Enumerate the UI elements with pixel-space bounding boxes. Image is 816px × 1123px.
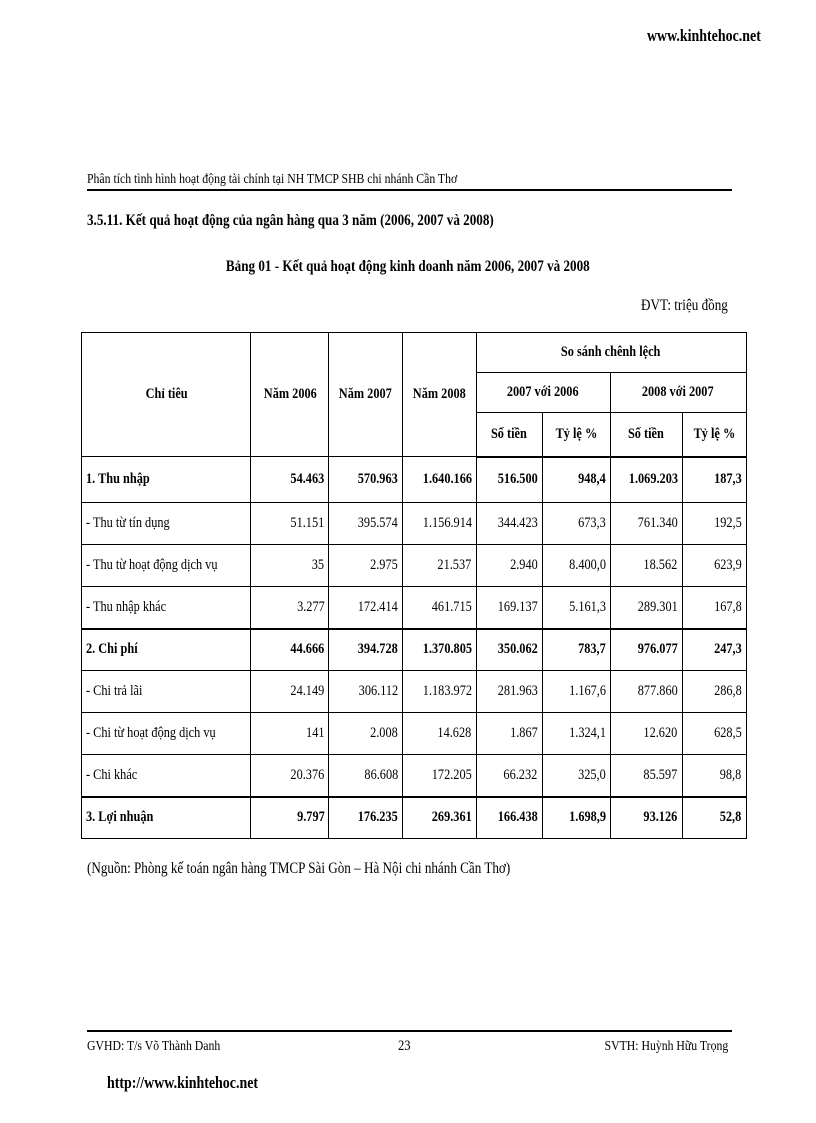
row-label: - Thu từ tín dụng <box>82 503 251 545</box>
table-row <box>82 587 747 629</box>
row-label: - Chi khác <box>82 755 251 797</box>
header-rate-1: Tỷ lệ % <box>542 413 610 457</box>
header-amount-2: Số tiền <box>610 413 682 457</box>
cell-y2007: 2.008 <box>329 713 403 755</box>
cell-rate1: 948,4 <box>542 457 610 503</box>
table-row <box>82 545 747 587</box>
cell-rate1: 783,7 <box>542 629 610 671</box>
table-row <box>82 671 747 713</box>
cell-amt2: 1.069.203 <box>610 457 682 503</box>
cell-amt1: 169.137 <box>476 587 542 629</box>
table-caption: Bảng 01 - Kết quả hoạt động kinh doanh năm 2006, 2007 và 2008 <box>226 258 590 275</box>
table-row <box>82 797 747 839</box>
cell-amt1: 516.500 <box>476 457 542 503</box>
cell-y2008: 14.628 <box>402 713 476 755</box>
cell-y2007: 176.235 <box>329 797 403 839</box>
cell-y2007: 86.608 <box>329 755 403 797</box>
cell-amt1: 2.940 <box>476 545 542 587</box>
cell-y2007: 172.414 <box>329 587 403 629</box>
cell-amt1: 66.232 <box>476 755 542 797</box>
cell-rate2: 167,8 <box>682 587 746 629</box>
cell-rate1: 5.161,3 <box>542 587 610 629</box>
cell-rate1: 1.698,9 <box>542 797 610 839</box>
cell-rate2: 286,8 <box>682 671 746 713</box>
table-row <box>82 457 747 503</box>
cell-amt2: 976.077 <box>610 629 682 671</box>
row-label: 2. Chi phí <box>82 629 251 671</box>
cell-rate2: 187,3 <box>682 457 746 503</box>
header-year-2007: Năm 2007 <box>329 333 403 457</box>
cell-rate1: 1.167,6 <box>542 671 610 713</box>
header-comparison: So sánh chênh lệch <box>476 333 746 373</box>
cell-amt1: 350.062 <box>476 629 542 671</box>
cell-y2008: 461.715 <box>402 587 476 629</box>
cell-rate2: 98,8 <box>682 755 746 797</box>
cell-y2006: 20.376 <box>251 755 329 797</box>
cell-rate1: 1.324,1 <box>542 713 610 755</box>
cell-amt2: 289.301 <box>610 587 682 629</box>
cell-amt1: 166.438 <box>476 797 542 839</box>
header-divider <box>87 189 732 191</box>
header-2007-vs-2006: 2007 với 2006 <box>476 373 610 413</box>
cell-y2007: 395.574 <box>329 503 403 545</box>
row-label: - Thu nhập khác <box>82 587 251 629</box>
cell-y2008: 1.640.166 <box>402 457 476 503</box>
cell-y2008: 172.205 <box>402 755 476 797</box>
cell-rate2: 628,5 <box>682 713 746 755</box>
cell-amt2: 761.340 <box>610 503 682 545</box>
row-label: 1. Thu nhập <box>82 457 251 503</box>
cell-rate2: 247,3 <box>682 629 746 671</box>
cell-rate1: 8.400,0 <box>542 545 610 587</box>
cell-y2007: 306.112 <box>329 671 403 713</box>
cell-rate2: 52,8 <box>682 797 746 839</box>
cell-y2006: 51.151 <box>251 503 329 545</box>
footer-supervisor: GVHD: T/s Võ Thành Danh <box>87 1039 221 1054</box>
table-row <box>82 503 747 545</box>
cell-rate1: 325,0 <box>542 755 610 797</box>
footer-student: SVTH: Huỳnh Hữu Trọng <box>604 1039 728 1054</box>
cell-y2006: 35 <box>251 545 329 587</box>
cell-y2007: 570.963 <box>329 457 403 503</box>
header-rate-2: Tỷ lệ % <box>682 413 746 457</box>
cell-y2008: 1.183.972 <box>402 671 476 713</box>
table-row <box>82 713 747 755</box>
cell-amt1: 1.867 <box>476 713 542 755</box>
cell-rate1: 673,3 <box>542 503 610 545</box>
unit-note: ĐVT: triệu đồng <box>641 297 728 314</box>
cell-amt1: 344.423 <box>476 503 542 545</box>
cell-amt2: 85.597 <box>610 755 682 797</box>
business-results-table <box>81 332 747 839</box>
header-indicator: Chỉ tiêu <box>82 333 251 457</box>
cell-y2007: 394.728 <box>329 629 403 671</box>
header-year-2008: Năm 2008 <box>402 333 476 457</box>
cell-amt2: 12.620 <box>610 713 682 755</box>
cell-y2008: 269.361 <box>402 797 476 839</box>
cell-amt1: 281.963 <box>476 671 542 713</box>
row-label: - Chi từ hoạt động dịch vụ <box>82 713 251 755</box>
section-heading: 3.5.11. Kết quả hoạt động của ngân hàng qua 3 năm (2006, 2007 và 2008) <box>87 212 494 229</box>
cell-y2006: 141 <box>251 713 329 755</box>
cell-amt2: 18.562 <box>610 545 682 587</box>
cell-amt2: 877.860 <box>610 671 682 713</box>
cell-y2008: 1.370.805 <box>402 629 476 671</box>
cell-y2006: 3.277 <box>251 587 329 629</box>
cell-rate2: 623,9 <box>682 545 746 587</box>
table-row <box>82 629 747 671</box>
row-label: - Thu từ hoạt động dịch vụ <box>82 545 251 587</box>
row-label: 3. Lợi nhuận <box>82 797 251 839</box>
header-amount-1: Số tiền <box>476 413 542 457</box>
cell-y2007: 2.975 <box>329 545 403 587</box>
footer-divider <box>87 1030 732 1032</box>
header-year-2006: Năm 2006 <box>251 333 329 457</box>
cell-y2006: 54.463 <box>251 457 329 503</box>
cell-rate2: 192,5 <box>682 503 746 545</box>
cell-y2006: 9.797 <box>251 797 329 839</box>
row-label: - Chi trả lãi <box>82 671 251 713</box>
running-header-title: Phân tích tình hình hoạt động tài chính tại NH TMCP SHB chi nhánh Cần Thơ <box>87 172 458 187</box>
cell-y2008: 1.156.914 <box>402 503 476 545</box>
table-row <box>82 755 747 797</box>
cell-y2006: 24.149 <box>251 671 329 713</box>
top-website-url[interactable]: www.kinhtehoc.net <box>647 26 761 45</box>
cell-amt2: 93.126 <box>610 797 682 839</box>
bottom-website-url[interactable]: http://www.kinhtehoc.net <box>107 1073 259 1092</box>
page-number: 23 <box>398 1038 411 1054</box>
cell-y2006: 44.666 <box>251 629 329 671</box>
source-note: (Nguồn: Phòng kế toán ngân hàng TMCP Sài Gòn – Hà Nội chi nhánh Cần Thơ) <box>87 860 511 877</box>
cell-y2008: 21.537 <box>402 545 476 587</box>
header-2008-vs-2007: 2008 với 2007 <box>610 373 746 413</box>
